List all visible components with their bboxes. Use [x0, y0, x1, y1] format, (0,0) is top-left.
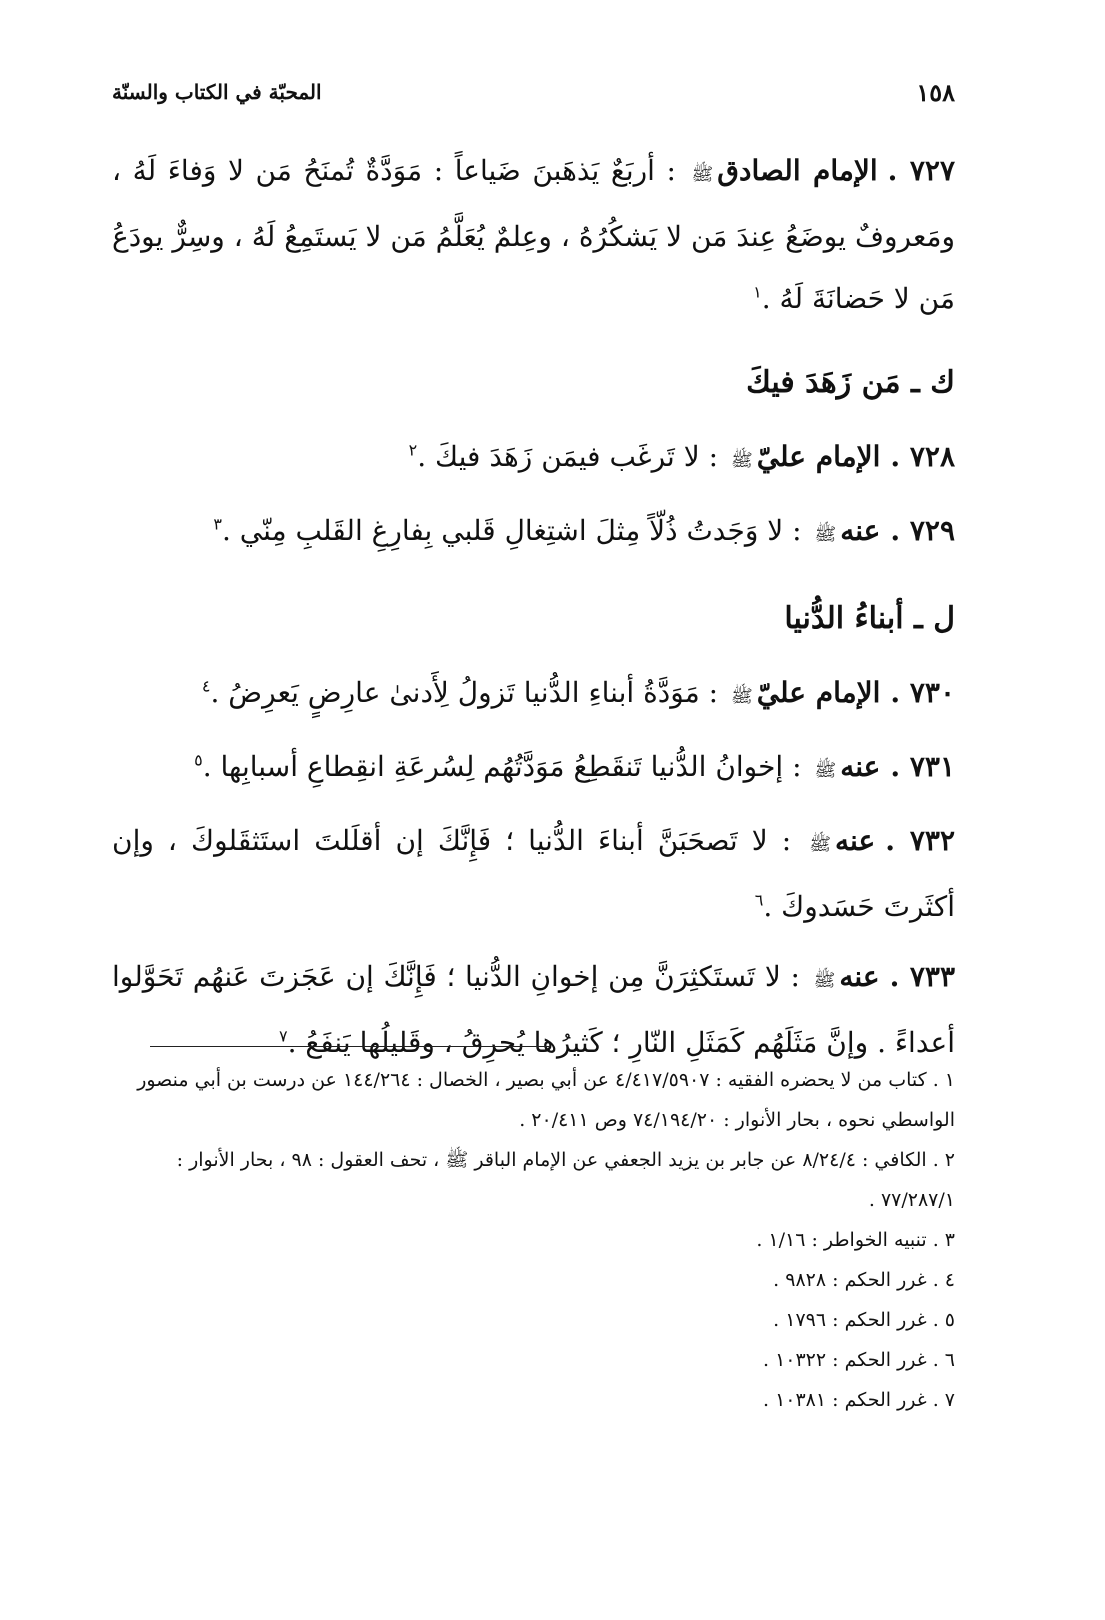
hadith-733: [112, 946, 955, 1074]
footnote-number: ١ .: [932, 1069, 955, 1091]
footnote-number: ٥ .: [932, 1309, 955, 1331]
footnote-text: غرر الحكم : ١٠٣٨١ .: [762, 1389, 927, 1411]
footnotes: [112, 1060, 955, 1420]
hadith-number: ٧٣٣ .: [889, 960, 955, 993]
hadith-727: [112, 140, 955, 330]
running-title: المحبّة في الكتاب والسنّة: [112, 80, 322, 104]
hadith-text: : مَوَدَّةُ أبناءِ الدُّنيا تَزولُ لِأَدنىٰ عارِضٍ يَعرِضُ .: [210, 676, 719, 709]
footnote-6: [112, 1340, 955, 1380]
honorific-glyph: ﷺ: [730, 686, 753, 707]
section-heading-l: ل ـ أبناءُ الدُّنيا: [784, 601, 955, 636]
footnote-number: ٤ .: [932, 1269, 955, 1291]
hadith-729: [112, 500, 955, 566]
hadith-text: : أربَعٌ يَذهَبنَ ضَياعاً : مَوَدَّةٌ تُمنَحُ مَن لا وَفاءَ لَهُ ، ومَعروفٌ يوضَعُ عِندَ مَن لا يَشكُرُهُ ، وعِلمٌ يُعَلَّمُ مَن لا يَستَمِعُ لَهُ ، وسِرٌّ يودَعُ مَن لا حَضانَةَ لَهُ .: [112, 154, 955, 315]
hadith-text: : لا تَرغَب فيمَن زَهَدَ فيكَ .: [417, 440, 719, 473]
footnote-ref: ٤: [201, 676, 211, 696]
honorific-glyph: ﷺ: [814, 524, 837, 545]
hadith-speaker: عنه: [835, 824, 876, 857]
hadith-number: ٧٢٩ .: [890, 514, 955, 547]
footnote-number: ٢ .: [932, 1149, 955, 1171]
honorific-glyph: ﷺ: [809, 834, 832, 855]
footnote-ref: ٣: [213, 514, 222, 534]
main-text: [112, 140, 955, 1082]
footnote-4: [112, 1260, 955, 1300]
hadith-number: ٧٣١ .: [890, 750, 955, 783]
hadith-speaker: عنه: [840, 514, 881, 547]
footnote-7: [112, 1380, 955, 1420]
hadith-728: [112, 426, 955, 492]
footnote-number: ٣ .: [932, 1229, 955, 1251]
hadith-text: : إخوانُ الدُّنيا تَنقَطِعُ مَوَدَّتُهُم لِسُرعَةِ انقِطاعِ أسبابِها .: [202, 750, 802, 783]
footnote-ref: ٢: [408, 440, 418, 460]
hadith-text: : لا تَصحَبَنَّ أبناءَ الدُّنيا ؛ فَإِنَّكَ إن أقلَلتَ استَثقَلوكَ ، وإن أكثَرتَ حَسَدوكَ .: [112, 824, 955, 923]
hadith-text: : لا وَجَدتُ ذُلّاً مِثلَ اشتِغالِ قَلبي بِفارِغِ القَلبِ مِنّي .: [222, 514, 802, 547]
footnote-ref: ٧: [278, 1026, 288, 1046]
footnote-divider: [150, 1046, 550, 1047]
hadith-730: [112, 662, 955, 728]
footnote-5: [112, 1300, 955, 1340]
hadith-speaker: الإمام عليّ: [756, 440, 881, 473]
honorific-glyph: ﷺ: [691, 164, 714, 185]
hadith-speaker: عنه: [840, 750, 881, 783]
honorific-glyph: ﷺ: [814, 760, 837, 781]
section-heading-k: ك ـ مَن زَهَدَ فيكَ: [746, 365, 955, 400]
hadith-speaker: الإمام الصادق: [717, 154, 878, 187]
hadith-speaker: عنه: [839, 960, 880, 993]
hadith-number: ٧٢٨ .: [890, 440, 955, 473]
footnote-ref: ١: [753, 282, 762, 302]
hadith-number: ٧٣٢ .: [885, 824, 955, 857]
footnote-3: [112, 1220, 955, 1260]
hadith-speaker: الإمام عليّ: [756, 676, 881, 709]
footnote-text: الكافي : ٨/٢٤/٤ عن جابر بن يزيد الجعفي عن الإمام الباقر ﷺ ، تحف العقول : ٩٨ ، بحار الأنوار : ٧٧/٢٨٧/١ .: [176, 1149, 955, 1211]
footnote-text: غرر الحكم : ١٧٩٦ .: [773, 1309, 927, 1331]
hadith-text: : لا تَستَكثِرَنَّ مِن إخوانِ الدُّنيا ؛ فَإِنَّكَ إن عَجَزتَ عَنهُم تَحَوَّلوا أعداءً . وإنَّ مَثَلَهُم كَمَثَلِ النّارِ ؛ كَثيرُها يُحرِقُ ، وقَليلُها يَنفَعُ .: [112, 960, 955, 1059]
footnote-ref: ٦: [754, 890, 764, 910]
honorific-glyph: ﷺ: [813, 970, 836, 991]
footnote-number: ٧ .: [932, 1389, 955, 1411]
footnote-number: ٦ .: [932, 1349, 955, 1371]
footnote-text: تنبيه الخواطر : ١/١٦ .: [756, 1229, 927, 1251]
footnote-text: غرر الحكم : ٩٨٢٨ .: [773, 1269, 927, 1291]
hadith-731: [112, 736, 955, 802]
honorific-glyph: ﷺ: [730, 450, 753, 471]
footnote-2: [112, 1140, 955, 1220]
hadith-732: [112, 810, 955, 938]
page-number: ١٥٨: [916, 77, 955, 107]
footnote-1: [112, 1060, 955, 1140]
page-header: [112, 72, 955, 112]
footnote-ref: ٥: [194, 750, 203, 770]
hadith-number: ٧٢٧ .: [887, 154, 955, 187]
hadith-number: ٧٣٠ .: [890, 676, 955, 709]
footnote-text: غرر الحكم : ١٠٣٢٢ .: [762, 1349, 927, 1371]
footnote-text: كتاب من لا يحضره الفقيه : ٤/٤١٧/٥٩٠٧ عن أبي بصير ، الخصال : ١٤٤/٢٦٤ عن درست بن أبي منصور الواسطي نحوه ، بحار الأنوار : ٧٤/١٩٤/٢٠ وص ٢٠/٤١١ .: [137, 1069, 955, 1131]
